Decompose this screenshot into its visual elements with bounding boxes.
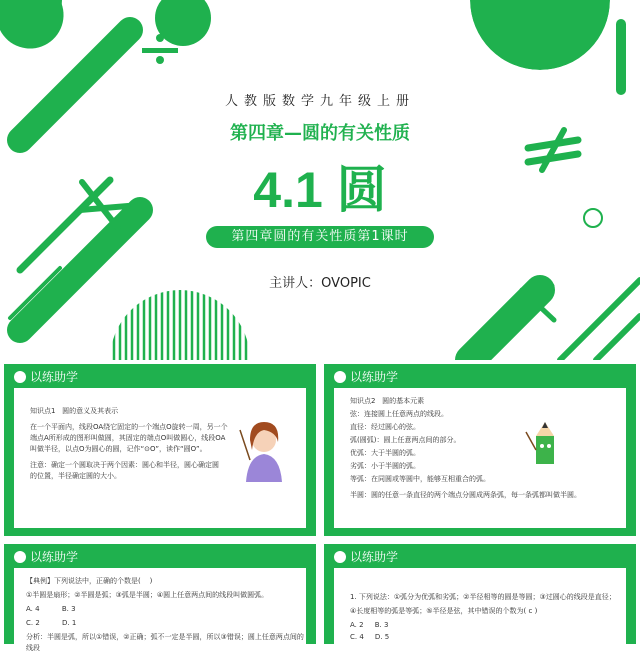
card-line: 直径：经过圆心的弦。	[350, 423, 420, 431]
slide-card-4[interactable]	[324, 544, 636, 644]
card-line: 【典例】下列说法中，正确的个数是( )	[26, 577, 153, 585]
card-body	[334, 388, 626, 528]
card-line: C. 2 D. 1	[26, 619, 77, 627]
chapter-title: 第四章—圆的有关性质	[230, 123, 410, 144]
card-body	[334, 568, 626, 652]
card-header: 以练助学	[350, 370, 399, 384]
bullet-icon	[334, 551, 346, 563]
bullet-icon	[14, 551, 26, 563]
bullet-icon	[14, 371, 26, 383]
slide-card-2[interactable]	[324, 364, 636, 536]
lesson-banner: 第四章圆的有关性质第1课时	[206, 226, 434, 248]
card-header: 以练助学	[30, 550, 79, 564]
card-line: A. 4 B. 3	[26, 605, 76, 613]
card-body	[14, 388, 306, 528]
series-title: 人教版数学九年级上册	[224, 94, 415, 109]
card-line: 知识点2 圆的基本元素	[350, 397, 425, 405]
teacher-illustration-icon	[236, 416, 292, 482]
card-line: ④长度相等的弧是等弧；⑤半径是弦，其中错误的个数为( c )	[350, 607, 538, 615]
card-line: C. 4 D. 5	[350, 633, 390, 641]
card-line: 分析：半圆是弧，所以①错误，②正确；弧不一定是半圆，所以③错误；圆上任意两点间的线段	[26, 633, 304, 652]
card-line: 弦：连接圆上任意两点的线段。	[350, 410, 448, 418]
speaker-label: 主讲人：OVOPIC	[269, 276, 371, 291]
pencil-mascot-icon	[524, 420, 564, 468]
card-line: 半圆：圆的任意一条直径的两个端点分圆成两条弧，每一条弧都叫做半圆。	[350, 491, 581, 499]
card-header: 以练助学	[350, 550, 399, 564]
card-line: 叫做半径，以点O为圆心的圆，记作“⊙O”，读作“圆O”。	[30, 445, 207, 453]
card-line: 优弧：大于半圆的弧。	[350, 449, 420, 457]
card-line: ①半圆是扇形；②半圆是弧；③弧是半圆；④圆上任意两点间的线段叫做圆弧。	[26, 591, 269, 599]
card-line: A. 2 B. 3	[350, 621, 389, 629]
bullet-icon	[334, 371, 346, 383]
card-line: 弧(圆弧)：圆上任意两点间的部分。	[350, 436, 461, 444]
slide-card-3[interactable]	[4, 544, 316, 652]
card-line: 在一个平面内，线段OA绕它固定的一个端点O旋转一周，另一个	[30, 423, 228, 431]
card-line: 端点A所形成的图形叫做圆，其固定的端点O叫做圆心，线段OA	[30, 434, 226, 442]
card-line: 的位置，半径确定圆的大小。	[30, 472, 121, 480]
card-line: 等弧：在同圆或等圆中，能够互相重合的弧。	[350, 475, 490, 483]
main-title: 4.1 圆	[253, 162, 387, 218]
card-line: 1. 下列说法：①弧分为优弧和劣弧；②半径相等的圆是等圆；③过圆心的线段是直径；	[350, 593, 616, 601]
slide-card-1[interactable]	[4, 364, 316, 536]
card-line: 劣弧：小于半圆的弧。	[350, 462, 420, 470]
card-body	[14, 568, 306, 652]
card-header: 以练助学	[30, 370, 79, 384]
card-line: 知识点1 圆的意义及其表示	[30, 407, 119, 415]
card-line: 注意：确定一个圆取决于两个因素：圆心和半径，圆心确定圆	[30, 461, 219, 469]
